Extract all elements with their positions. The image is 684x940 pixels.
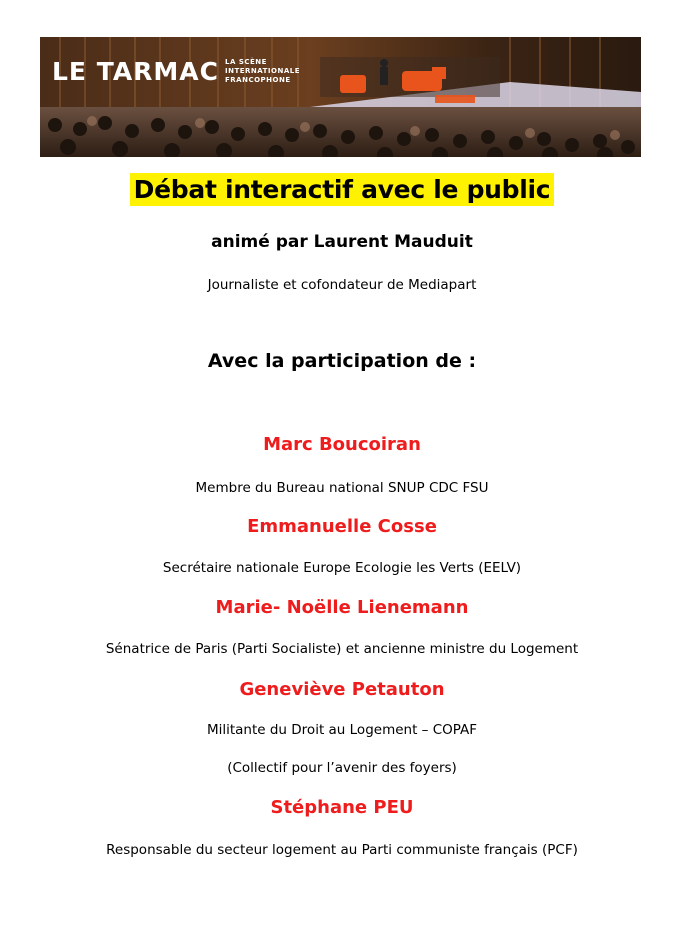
participant-name: Geneviève Petauton: [239, 679, 445, 700]
animator-line: animé par Laurent Mauduit: [211, 232, 473, 252]
event-title-text: Débat interactif avec le public: [130, 173, 555, 206]
participation-heading: Avec la participation de :: [207, 350, 477, 372]
participant-description: Membre du Bureau national SNUP CDC FSU: [195, 480, 489, 496]
participant-name: Marc Boucoiran: [263, 434, 421, 455]
header-banner-image: [40, 37, 641, 157]
participant-description: Secrétaire nationale Europe Ecologie les Verts (EELV): [162, 560, 522, 576]
participant-name: Emmanuelle Cosse: [247, 516, 437, 537]
logo-main-text: LE TARMAC: [52, 57, 219, 86]
logo-tagline-line-2: INTERNATIONALE: [225, 67, 300, 75]
logo-tagline-line-3: FRANCOPHONE: [225, 76, 291, 84]
participant-description: Militante du Droit au Logement – COPAF: [206, 722, 478, 738]
participant-name: Marie- Noëlle Lienemann: [215, 597, 469, 618]
animator-role: Journaliste et cofondateur de Mediapart: [207, 277, 477, 293]
logo-tagline-line-1: LA SCÈNE: [225, 58, 267, 66]
participant-name: Stéphane PEU: [270, 797, 414, 818]
participant-description: (Collectif pour l’avenir des foyers): [227, 760, 457, 776]
participant-description: Sénatrice de Paris (Parti Socialiste) et ancienne ministre du Logement: [105, 641, 579, 657]
logo-tagline: [225, 58, 300, 85]
participant-description: Responsable du secteur logement au Parti communiste français (PCF): [106, 842, 578, 858]
theatre-scene-illustration: [40, 37, 641, 157]
tarmac-logo: [52, 57, 300, 86]
event-title: [0, 175, 684, 204]
